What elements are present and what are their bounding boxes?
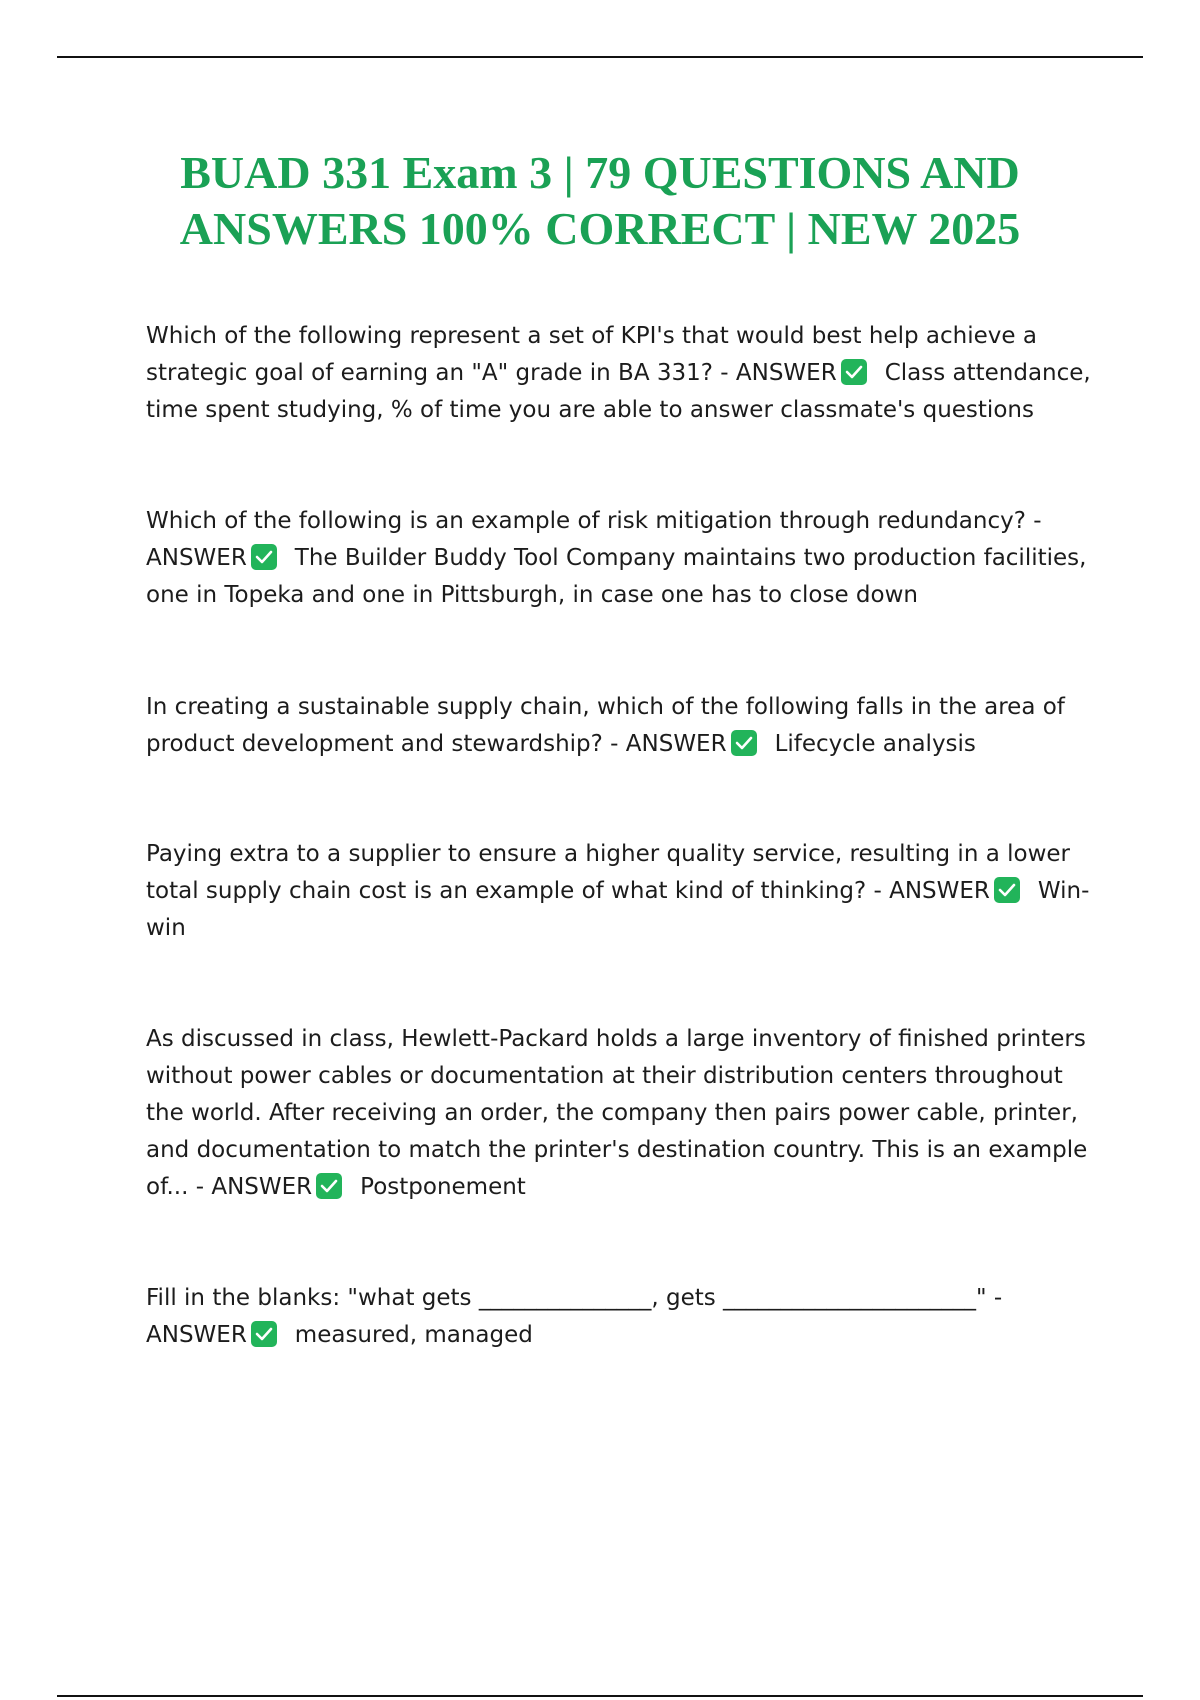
answer-text: Lifecycle analysis xyxy=(774,731,976,757)
title-line-1: BUAD 331 Exam 3 | 79 QUESTIONS AND xyxy=(180,147,1020,198)
qa-item-2 xyxy=(146,503,1091,614)
qa-item-4 xyxy=(146,836,1091,947)
qa-item-1 xyxy=(146,318,1091,429)
question-text: Which of the following is an example of risk mitigation through redundancy? - ANSWER xyxy=(146,508,1042,571)
question-text: Paying extra to a supplier to ensure a higher quality service, resulting in a lower total supply chain cost is an example of what kind of thinking? - ANSWER xyxy=(146,841,1070,904)
answer-text: The Builder Buddy Tool Company maintains two production facilities, one in Topeka and one in Pittsburgh, in case one has to close down xyxy=(146,545,1087,608)
question-text: Fill in the blanks: "what gets _______________, gets ______________________" - ANSWER xyxy=(146,1285,1003,1348)
top-divider xyxy=(57,56,1143,58)
checkmark-icon xyxy=(251,1321,277,1347)
bottom-divider xyxy=(57,1695,1143,1697)
qa-item-6 xyxy=(146,1280,1091,1354)
question-text: As discussed in class, Hewlett-Packard holds a large inventory of finished printers without power cables or documentation at their distribution centers throughout the world. After receiving an order, the company then pairs power cable, printer, and documentation to match the printer's destination country. This is an example of... - ANSWER xyxy=(146,1026,1088,1200)
question-text: In creating a sustainable supply chain, which of the following falls in the area of product development and stewardship? - ANSWER xyxy=(146,694,1065,757)
checkmark-icon xyxy=(731,730,757,756)
checkmark-icon xyxy=(841,359,867,385)
question-text: Which of the following represent a set of KPI's that would best help achieve a strategic goal of earning an "A" grade in BA 331? - ANSWER xyxy=(146,323,1037,386)
answer-text: Class attendance, time spent studying, % of time you are able to answer classmate's questions xyxy=(146,360,1091,423)
checkmark-icon xyxy=(994,877,1020,903)
answer-text: measured, managed xyxy=(294,1322,533,1348)
checkmark-icon xyxy=(251,544,277,570)
qa-item-5 xyxy=(146,1021,1091,1206)
page-title xyxy=(100,145,1100,257)
title-line-2: ANSWERS 100% CORRECT | NEW 2025 xyxy=(179,203,1021,254)
qa-item-3 xyxy=(146,689,1091,763)
answer-text: Win-win xyxy=(146,878,1090,941)
checkmark-icon xyxy=(316,1173,342,1199)
answer-text: Postponement xyxy=(360,1174,526,1200)
